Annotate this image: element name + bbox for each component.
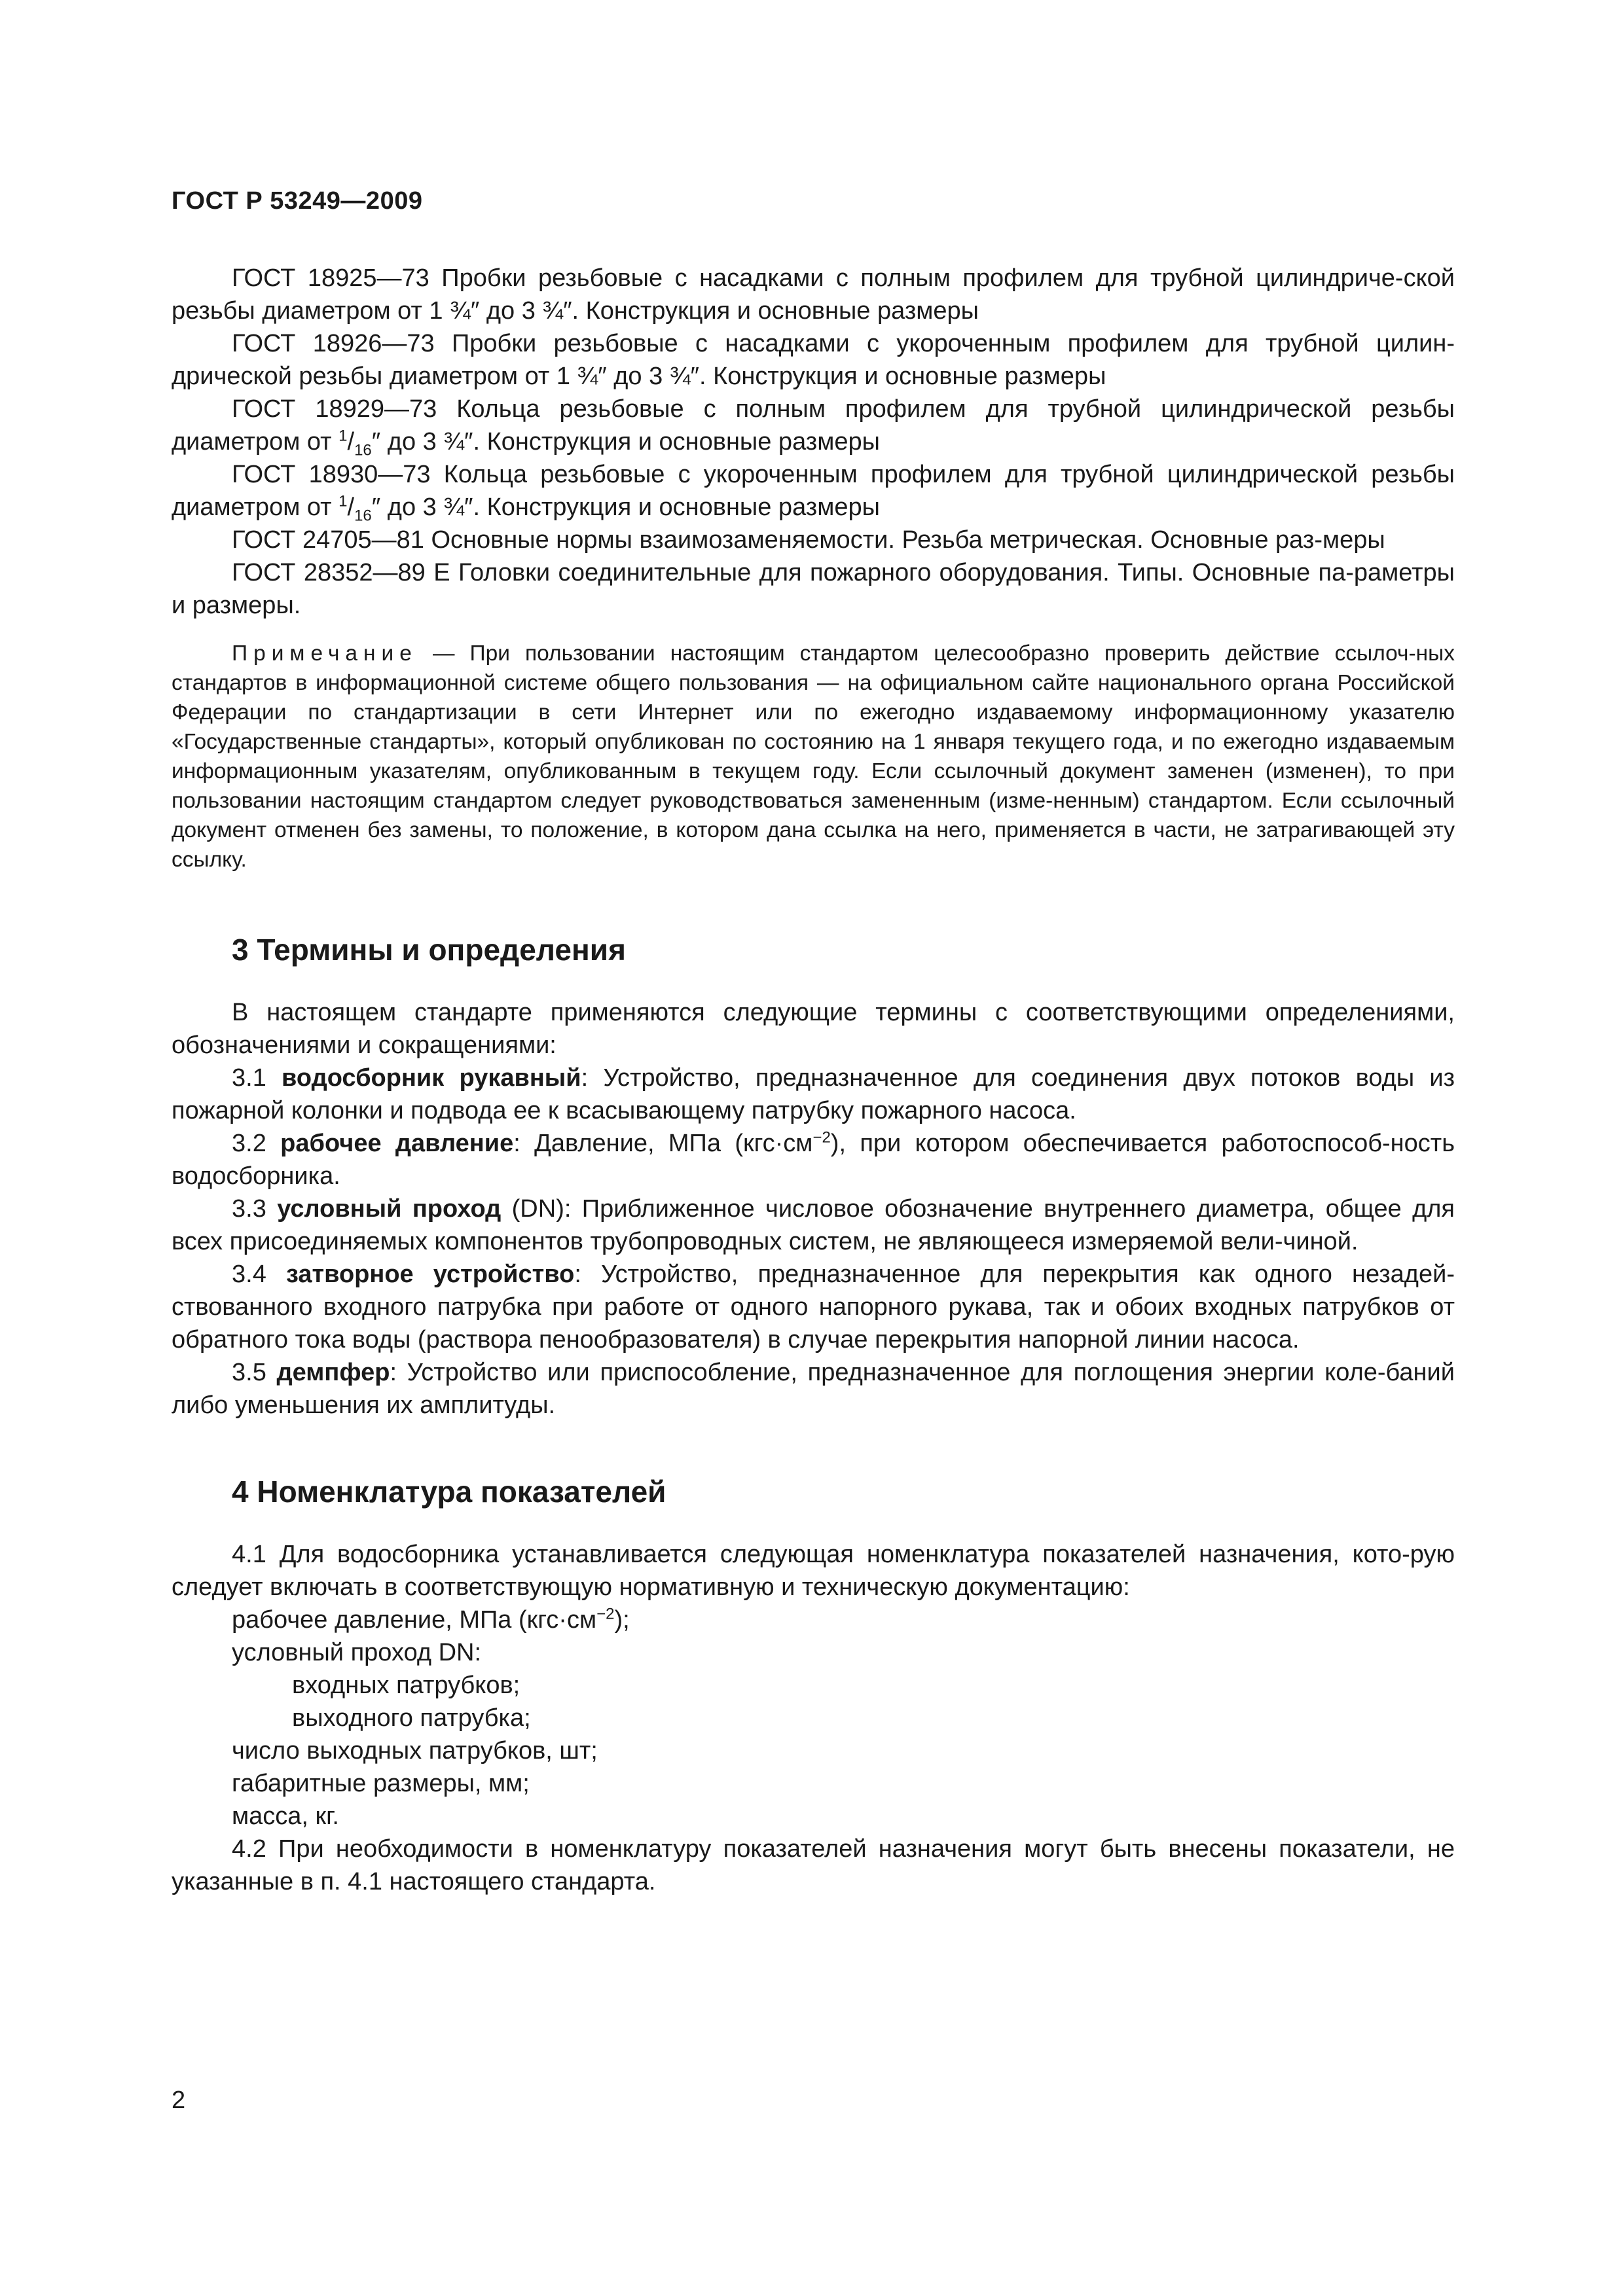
list-item-mass: масса, кг. [232, 1803, 339, 1830]
term-3-4: 3.4 затворное устройство: Устройство, предназначенное для перекрытия как одного незадей-ствованного входного патрубка при работе от одного напорного рукава, так и обоих входных патрубков от обратного тока воды (раствора пенообразователя) в случае перекрытия напорной линии насоса. [172, 1261, 1455, 1354]
term-3-2: 3.2 рабочее давление: Давление, МПа $(кгс\cdot см^{-2})$, при котором обеспечивается работоспособ-ность водосборника. [172, 1128, 1455, 1190]
list-item-dn: условный проход DN: [232, 1639, 482, 1666]
paragraph-4-2: 4.2 При необходимости в номенклатуру показателей назначения могут быть внесены показатели, не указанные в п. 4.1 настоящего стандарта. [172, 1835, 1455, 1895]
section-4-heading: 4 Номенклатура показателей [232, 1475, 666, 1509]
reference-gost-18930: ГОСТ 18930—73 Кольца резьбовые с укороченным профилем для трубной цилиндрической резьбы диаметром от $^1/_{16}''$ до 3 ¾″. Конструкция и основные размеры [172, 461, 1455, 525]
list-item-pressure: рабочее давление, МПа $(кгс\cdot см^{-2})$; [232, 1605, 630, 1634]
reference-gost-24705: ГОСТ 24705—81 Основные нормы взаимозаменяемости. Резьба метрическая. Основные раз-меры [232, 526, 1385, 554]
term-3-5: 3.5 демпфер: Устройство или приспособление, предназначенное для поглощения энергии коле-баний либо уменьшения их амплитуды. [172, 1359, 1455, 1419]
term-3-1: 3.1 водосборник рукавный: Устройство, предназначенное для соединения двух потоков воды из пожарной колонки и подвода ее к всасывающему патрубку пожарного насоса. [172, 1064, 1455, 1124]
reference-gost-18926: ГОСТ 18926—73 Пробки резьбовые с насадками с укороченным профилем для трубной цилин-дрической резьбы диаметром от 1 ¾″ до 3 ¾″. Конструкция и основные размеры [172, 330, 1455, 390]
reference-gost-28352: ГОСТ 28352—89 Е Головки соединительные для пожарного оборудования. Типы. Основные па-раметры и размеры. [172, 559, 1455, 619]
section-3-intro: В настоящем стандарте применяются следующие термины с соответствующими определениями, обозначениями и сокращениями: [172, 999, 1455, 1059]
page-content [172, 262, 1455, 1898]
document-header: ГОСТ Р 53249—2009 [172, 187, 423, 215]
list-item-dimensions: габаритные размеры, мм; [232, 1770, 530, 1797]
note-paragraph [172, 639, 1455, 874]
section-3-heading: 3 Термины и определения [232, 933, 626, 967]
reference-gost-18929: ГОСТ 18929—73 Кольца резьбовые с полным профилем для трубной цилиндрической резьбы диаметром от $^1/_{16}''$ до 3 ¾″. Конструкция и основные размеры [172, 395, 1455, 459]
reference-gost-18925: ГОСТ 18925—73 Пробки резьбовые с насадками с полным профилем для трубной цилиндриче-ской резьбы диаметром от 1 ¾″ до 3 ¾″. Конструкция и основные размеры [172, 264, 1455, 325]
list-item-outlet: выходного патрубка; [292, 1704, 531, 1732]
list-item-inlets: входных патрубков; [292, 1672, 520, 1699]
page-number: 2 [172, 2087, 186, 2114]
term-3-3: 3.3 условный проход (DN): Приближенное числовое обозначение внутреннего диаметра, общее для всех присоединяемых компонентов трубопроводных систем, не являющееся измеряемой вели-чиной. [172, 1195, 1455, 1255]
list-item-outlet-count: число выходных патрубков, шт; [232, 1737, 598, 1765]
note-text: — При пользовании настоящим стандартом целесообразно проверить действие ссылоч-ных стандартов в информационной системе общего пользования — на официальном сайте национального органа Российской Федерации по стандартизации в сети Интернет или по ежегодно издаваемому информационному указателю «Государственные стандарты», который опубликован по состоянию на 1 января текущего года, и по ежегодно издаваемым информационным указателям, опубликованным в текущем году. Если ссылочный документ заменен (изменен), то при пользовании настоящим стандартом следует руководствоваться замененным (изме-ненным) стандартом. Если ссылочный документ отменен без замены, то положение, в котором дана ссылка на него, применяется в части, не затрагивающей эту ссылку. [172, 641, 1455, 872]
note-label: Примечание [232, 641, 418, 666]
paragraph-4-1: 4.1 Для водосборника устанавливается следующая номенклатура показателей назначения, кото-рую следует включать в соответствующую нормативную и техническую документацию: [172, 1541, 1455, 1601]
